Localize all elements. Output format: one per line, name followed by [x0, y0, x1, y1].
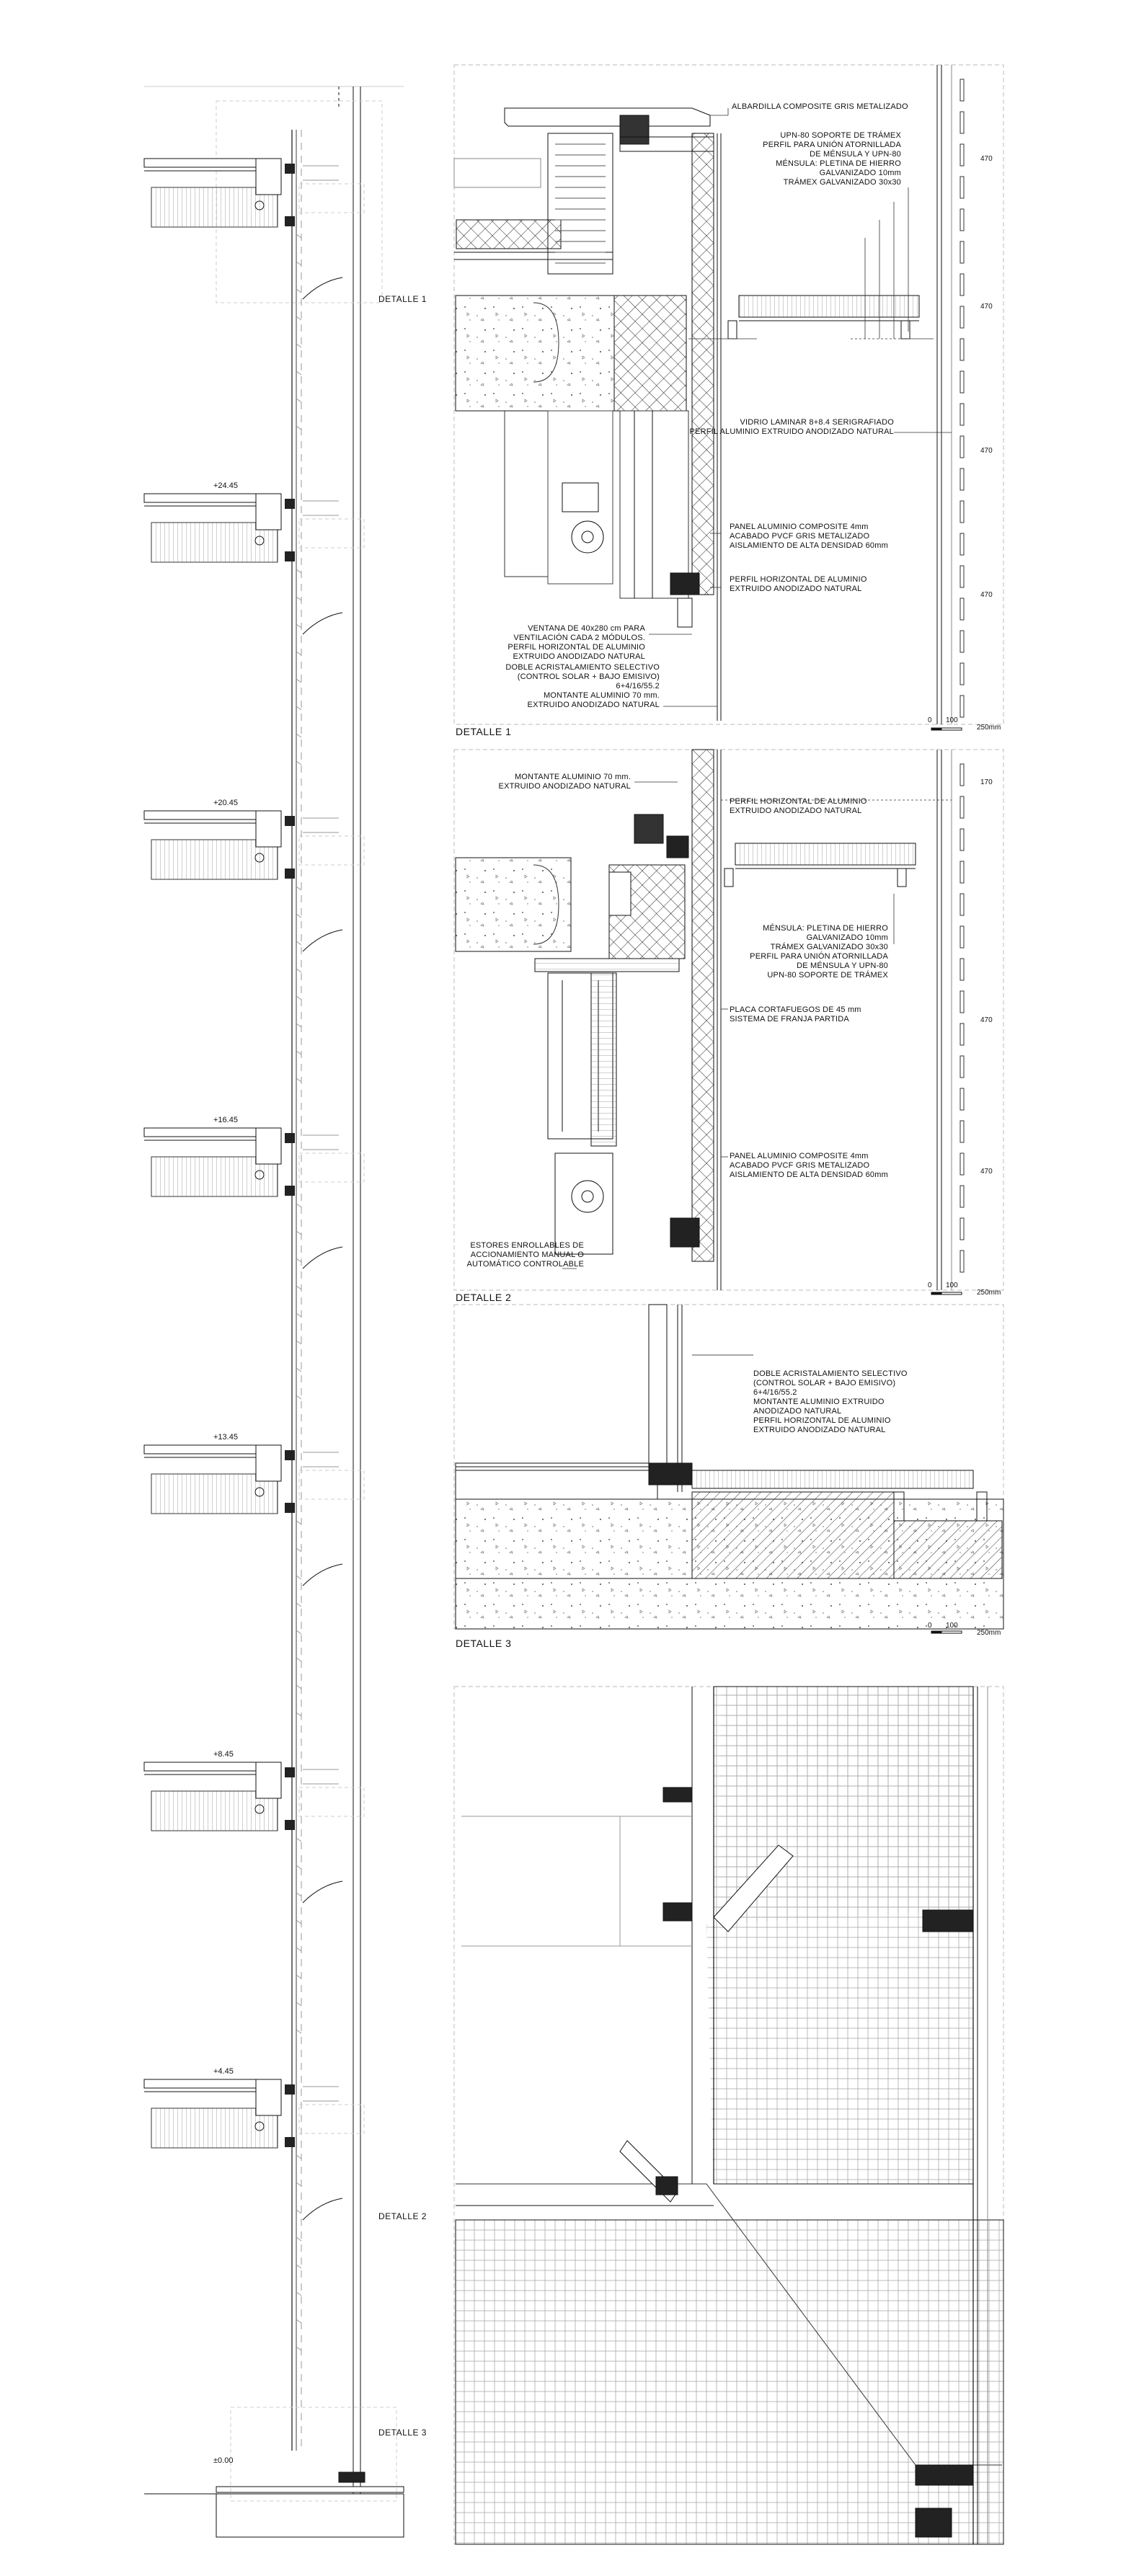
floor-slab — [144, 159, 364, 430]
rail-segment — [960, 566, 964, 587]
dimension-label: 470 — [980, 591, 993, 599]
rail-segment — [960, 241, 964, 263]
level-label: ±0.00 — [213, 2456, 234, 2465]
rail-segment — [960, 598, 964, 620]
rail-segment — [960, 371, 964, 393]
rail-segment — [960, 959, 964, 980]
detail1-label: PERFIL HORIZONTAL DE ALUMINIO EXTRUIDO ANODIZADO NATURAL — [730, 575, 867, 593]
detail1-label: PANEL ALUMINIO COMPOSITE 4mm ACABADO PVCF GRIS METALIZADO AISLAMIENTO DE ALTA DENSIDAD 60mm — [730, 523, 888, 550]
rail-segment — [960, 1121, 964, 1142]
rail-segment — [960, 404, 964, 425]
rail-segment — [960, 339, 964, 360]
dimension-label: 470 — [980, 1016, 993, 1024]
scale-label: 0 — [928, 716, 932, 724]
level-label: +4.45 — [213, 2067, 234, 2076]
dimension-label: 470 — [980, 303, 993, 311]
dimension-label: 170 — [980, 778, 993, 786]
detail1-label: VIDRIO LAMINAR 8+8.4 SERIGRAFIADO PERFIL ALUMINIO EXTRUIDO ANODIZADO NATURAL — [689, 418, 894, 436]
rail-segment — [960, 144, 964, 166]
level-label: +24.45 — [213, 481, 238, 490]
detail1-label: UPN-80 SOPORTE DE TRÁMEX PERFIL PARA UNIÓN ATORNILLADA DE MÉNSULA Y UPN-80 MÉNSULA: PLETINA DE HIERRO GALVANIZADO 10mm TRÁMEX GALVANIZADO 30x30 — [763, 131, 901, 187]
level-label: +20.45 — [213, 799, 238, 807]
floor-slab — [144, 1762, 364, 2033]
rail-segment — [960, 79, 964, 101]
scale-label: 100 — [946, 1622, 958, 1630]
scale-label: 0 — [928, 1282, 932, 1289]
detail2-label: MONTANTE ALUMINIO 70 mm. EXTRUIDO ANODIZADO NATURAL — [498, 773, 631, 791]
plan-detail-drawing — [454, 1687, 1003, 2544]
rail-segment — [960, 1088, 964, 1110]
floor-slab — [144, 2079, 364, 2350]
scale-label: 250mm — [977, 724, 1001, 732]
dimension-label: 470 — [980, 155, 993, 163]
detail3-label: DOBLE ACRISTALAMIENTO SELECTIVO (CONTROL SOLAR + BAJO EMISIVO) 6+4/16/55.2 MONTANTE ALUMINIO EXTRUIDO ANODIZADO NATURAL PERFIL HORIZONTAL DE ALUMINIO EXTRUIDO ANODIZADO NATURAL — [753, 1369, 908, 1434]
rail-segment — [960, 112, 964, 133]
rail-segment — [960, 306, 964, 328]
floor-slab — [144, 1445, 364, 1716]
facade-section — [144, 86, 404, 2537]
scale-label: 100 — [946, 716, 958, 724]
rail-segment — [960, 1153, 964, 1175]
detail-marker: DETALLE 2 — [378, 2211, 427, 2221]
detail1-label: VENTANA DE 40x280 cm PARA VENTILACIÓN CADA 2 MÓDULOS. PERFIL HORIZONTAL DE ALUMINIO EXTRUIDO ANODIZADO NATURAL — [508, 624, 645, 661]
detail1-title: DETALLE 1 — [456, 726, 512, 737]
scale-label: 100 — [946, 1282, 958, 1289]
detail3-title: DETALLE 3 — [456, 1638, 512, 1649]
rail-segment — [960, 663, 964, 685]
detail1-label: ALBARDILLA COMPOSITE GRIS METALIZADO — [732, 102, 908, 111]
dimension-label: 470 — [980, 1168, 993, 1176]
rail-segment — [960, 1251, 964, 1272]
rail-segment — [960, 468, 964, 490]
rail-segment — [960, 1218, 964, 1240]
rail-segment — [960, 209, 964, 231]
rail-segment — [960, 696, 964, 717]
detail2-label: MÉNSULA: PLETINA DE HIERRO GALVANIZADO 10mm TRÁMEX GALVANIZADO 30x30 PERFIL PARA UNIÓN ATORNILLADA DE MÉNSULA Y UPN-80 UPN-80 SOPORTE DE TRÁMEX — [750, 924, 888, 980]
scale-bars — [931, 728, 962, 1633]
rail-segment — [960, 631, 964, 652]
detail2-label: PLACA CORTAFUEGOS DE 45 mm SISTEMA DE FRANJA PARTIDA — [730, 1005, 861, 1023]
rail-segment — [960, 533, 964, 555]
detail1-label: DOBLE ACRISTALAMIENTO SELECTIVO (CONTROL SOLAR + BAJO EMISIVO) 6+4/16/55.2 MONTANTE ALUMINIO 70 mm. EXTRUIDO ANODIZADO NATURAL — [505, 663, 660, 709]
scale-label: 0 — [928, 1622, 932, 1630]
rail-segment — [960, 274, 964, 296]
rail-segment — [960, 1023, 964, 1045]
detail2-label: ESTORES ENROLLABLES DE ACCIONAMIENTO MANUAL O AUTOMÁTICO CONTROLABLE — [466, 1241, 584, 1269]
rail-segment — [960, 796, 964, 818]
detail3-drawing — [454, 1305, 1003, 1629]
detail2-label: PANEL ALUMINIO COMPOSITE 4mm ACABADO PVCF GRIS METALIZADO AISLAMIENTO DE ALTA DENSIDAD 60mm — [730, 1152, 888, 1179]
detail-marker: DETALLE 1 — [378, 294, 427, 304]
rail-segment — [960, 436, 964, 458]
rail-segment — [960, 764, 964, 786]
rail-segment — [960, 861, 964, 883]
floor-slab — [144, 811, 364, 1082]
detail2-label: PERFIL HORIZONTAL DE ALUMINIO EXTRUIDO ANODIZADO NATURAL — [730, 797, 867, 815]
scale-label: 250mm — [977, 1289, 1001, 1297]
rail-segment — [960, 1186, 964, 1207]
rail-segment — [960, 177, 964, 198]
rail-segment — [960, 829, 964, 850]
level-label: +16.45 — [213, 1116, 238, 1124]
rail-segment — [960, 501, 964, 523]
detail2-drawing — [454, 750, 1003, 1290]
floor-slab — [144, 494, 364, 765]
rail-segment — [960, 991, 964, 1013]
rail-segment — [960, 1056, 964, 1078]
dimension-label: 470 — [980, 447, 993, 455]
level-label: +13.45 — [213, 1433, 238, 1442]
detail-marker: DETALLE 3 — [378, 2428, 427, 2438]
rail-segment — [960, 926, 964, 948]
scale-label: 250mm — [977, 1629, 1001, 1637]
floor-slab — [144, 1128, 364, 1399]
rail-segment — [960, 894, 964, 915]
detail2-title: DETALLE 2 — [456, 1292, 512, 1303]
level-label: +8.45 — [213, 1750, 234, 1759]
